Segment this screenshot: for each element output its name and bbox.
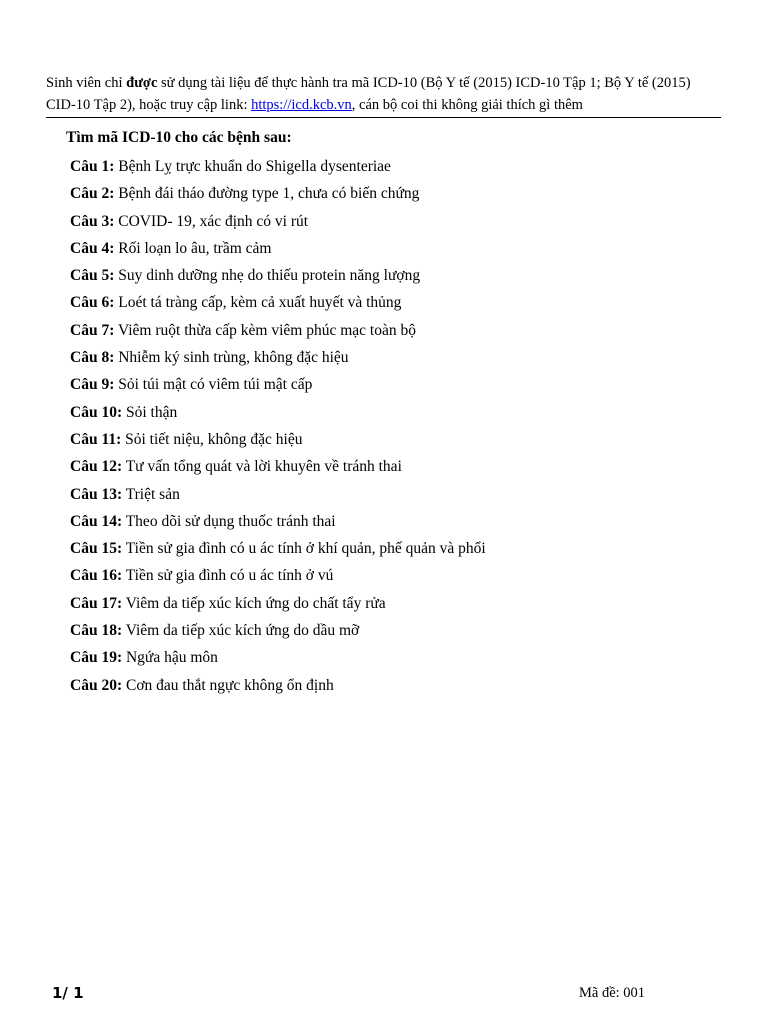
question-text: COVID- 19, xác định có vi rút: [118, 212, 309, 230]
question-text: Rối loạn lo âu, trầm cảm: [118, 239, 272, 257]
question-text: Sỏi thận: [125, 403, 178, 421]
question-label: Câu 1:: [70, 158, 115, 175]
question-item: [70, 426, 486, 453]
question-label: Câu 7:: [70, 321, 115, 339]
question-label: Câu 20:: [70, 676, 123, 694]
question-label: Câu 14:: [70, 512, 123, 530]
question-label: Câu 12:: [70, 458, 123, 476]
question-text: Loét tá tràng cấp, kèm cả xuất huyết và thủng: [118, 294, 402, 312]
question-item: [70, 317, 486, 344]
question-label: Câu 18:: [70, 622, 123, 640]
header-text-part3: , cán bộ coi thi không giải thích gì thêm: [351, 97, 583, 113]
question-item: [70, 153, 486, 180]
question-item: [70, 399, 486, 426]
question-label: Câu 2:: [70, 185, 115, 203]
icd-link[interactable]: https://icd.kcb.vn: [251, 97, 352, 113]
question-item: [70, 235, 486, 262]
question-text: Ngứa hậu môn: [125, 649, 218, 667]
question-item: [70, 208, 486, 235]
task-instruction: Tìm mã ICD-10 cho các bệnh sau:: [66, 129, 292, 146]
question-label: Câu 5:: [70, 267, 115, 285]
question-item: [70, 562, 486, 589]
question-item: [70, 590, 486, 617]
header-text-part2: sử dụng tài liệu để thực hành tra mã ICD-10 (Bộ Y tế (2015) ICD-10 Tập 1; Bộ Y tế (2015) CID-10 Tập 2), hoặc truy cập link:: [46, 75, 691, 113]
question-label: Câu 8:: [70, 349, 115, 367]
question-text: Viêm da tiếp xúc kích ứng do chất tẩy rửa: [125, 594, 386, 612]
question-label: Câu 9:: [70, 376, 115, 394]
question-item: [70, 672, 486, 699]
header-bold-word: được: [126, 75, 158, 91]
question-item: [70, 508, 486, 535]
question-label: Câu 4:: [70, 239, 115, 257]
question-item: [70, 289, 486, 316]
question-item: [70, 617, 486, 644]
question-text: Viêm ruột thừa cấp kèm viêm phúc mạc toàn bộ: [117, 321, 416, 339]
question-item: [70, 262, 486, 289]
question-label: Câu 16:: [70, 567, 123, 585]
question-text: Tiền sử gia đình có u ác tính ở khí quản, phế quản và phổi: [125, 540, 486, 558]
question-text: Theo dõi sử dụng thuốc tránh thai: [125, 512, 336, 530]
question-list: [70, 153, 486, 699]
question-text: Viêm da tiếp xúc kích ứng do dầu mỡ: [125, 622, 360, 640]
question-label: Câu 19:: [70, 649, 123, 667]
question-label: Câu 10:: [70, 403, 123, 421]
question-text: Suy dinh dưỡng nhẹ do thiếu protein năng lượng: [118, 267, 421, 285]
question-text: Cơn đau thắt ngực không ổn định: [125, 676, 334, 694]
question-text: Bệnh Lỵ trực khuẩn do Shigella dysenteriae: [118, 158, 391, 175]
exam-instructions-header: [46, 72, 721, 118]
question-item: [70, 644, 486, 671]
question-item: [70, 344, 486, 371]
question-item: [70, 481, 486, 508]
question-label: Câu 11:: [70, 430, 122, 448]
page-number: 1/ 1: [52, 984, 84, 1002]
question-label: Câu 6:: [70, 294, 115, 312]
question-item: [70, 535, 486, 562]
question-item: [70, 453, 486, 480]
question-text: Nhiễm ký sinh trùng, không đặc hiệu: [118, 349, 349, 367]
question-label: Câu 13:: [70, 485, 123, 503]
question-label: Câu 3:: [70, 212, 115, 230]
header-text-part1: Sinh viên chỉ: [46, 75, 127, 91]
question-item: [70, 180, 486, 207]
question-text: Sỏi tiết niệu, không đặc hiệu: [125, 430, 303, 448]
exam-code: Mã đề: 001: [579, 985, 646, 1001]
question-label: Câu 17:: [70, 594, 123, 612]
question-text: Tư vấn tổng quát và lời khuyên về tránh thai: [125, 458, 402, 476]
question-text: Tiền sử gia đình có u ác tính ở vú: [125, 567, 334, 585]
question-text: Bệnh đái tháo đường type 1, chưa có biến chứng: [118, 185, 420, 203]
question-item: [70, 371, 486, 398]
question-label: Câu 15:: [70, 540, 123, 558]
question-text: Triệt sản: [125, 485, 180, 503]
question-text: Sỏi túi mật có viêm túi mật cấp: [118, 376, 313, 394]
